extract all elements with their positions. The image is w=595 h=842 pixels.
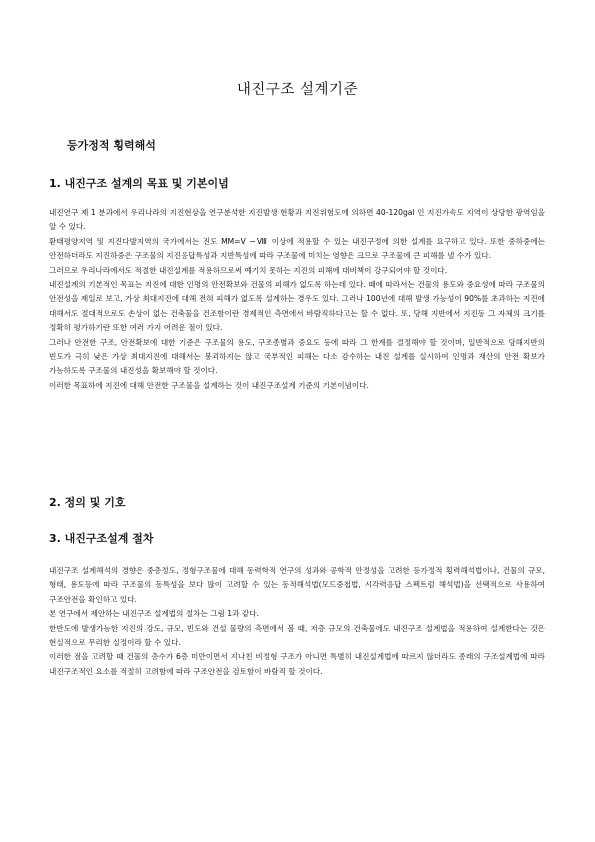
paragraph: 이러한 점을 고려할 때 건물의 층수가 6층 미만이면서 지나친 비정형 구조가 아니면 특별히 내진설계법에 따르지 않더라도 종래의 구조설계법에 따라 내진구조적인 요소를 적절히 고려함에 따라 구조안전을 검토함이 바람직 할 것이다. (49, 652, 545, 676)
paragraph: 내진연구 제 1 분과에서 우리나라의 지진현상을 연구분석한 지진발생 현황과 지진위험도에 의하면 40-120gal 인 지진가속도 지역이 상당한 광역임을 알 수 있다. (49, 208, 545, 232)
paragraph: 그러나 안전한 구조, 안전확보에 대한 기준은 구조물의 용도, 구조종별과 중요도 등에 따라 그 한계를 결정해야 할 것이며, 일반적으로 당해지반의 빈도가 극히 낮은 가상 최대지진에 대해서는 붕괴하지는 않고 국부적인 피해는 다소 감수하는 내진 설계를 실시하여 인명과 재산의 안전 확보가 가능하도록 구조물의 내진성을 확보해야 할 것이다. (49, 337, 545, 376)
paragraph: 본 연구에서 제안하는 내진구조 설계법의 절차는 그림 1과 같다. (49, 609, 259, 619)
section-2-heading: 2. 정의 및 기호 (49, 496, 126, 509)
section-3-body (49, 564, 545, 679)
paragraph: 한반도에 발생가능한 지진의 강도, 규모, 빈도와 건설 물량의 측면에서 볼 때, 저층 규모의 건축물에도 내진구조 설계법을 적용하여 설계한다는 것은 현실적으로 무리한 실정이라 할 수 있다. (49, 623, 545, 648)
paragraph: 내진구조 설계해석의 경향은 중층정도, 정형구조물에 대해 동력학적 연구의 성과와 공학적 안정성을 고려한 등가정적 횡력해석법이나, 건물의 규모, 형태, 용도등에 따라 구조물의 동특성을 보다 많이 고려할 수 있는 동적해석법(모드중첩법, 시각력응답 스펙트럼 해석법)을 선택적으로 사용하여 구조안전을 확인하고 있다. (49, 566, 545, 604)
paragraph: 내진설계의 기본적인 목표는 지진에 대한 인명의 안전확보와 건물의 피해가 없도록 하는데 있다. 때에 따라서는 건물의 용도와 중요성에 따라 구조물의 안전성을 제일로 보고, 가상 최대지진에 대해 전혀 피해가 없도록 설계하는 경우도 있다. 그러나 100년에 대해 발생 가능성이 90%를 초과하는 지진에 대해서도 절대적으로도 손상이 없는 건축물을 건조함이란 경제적인 측면에서 바람직하다고는 할 수 없다. 또, 당해 지반에서 지진동 그 자체의 크기를 정확히 평가하기란 또한 여러 가지 어려운 점이 있다. (49, 280, 545, 333)
paragraph: 환태평양지역 및 지진다발지역의 국가에서는 진도 MM=V ~Ⅷ 이상에 적용할 수 있는 내진구정에 의한 설계를 요구하고 있다. 또한 중하중에는 안전하더라도 지진하중은 구조물의 지진응답특성과 지반특성에 따라 구조물에 미치는 영향은 크므로 구조물에 큰 피해를 낼 수가 있다. (49, 236, 545, 261)
section-1-body (49, 206, 545, 393)
section-3-heading: 3. 내진구조설계 절차 (49, 532, 154, 545)
document-title: 내진구조 설계기준 (236, 82, 359, 98)
paragraph: 그러므로 우리나라에서도 적절한 내진설계를 적용하므로써 예기치 못하는 지진의 피해에 대비책이 강구되어야 할 것이다. (49, 265, 448, 275)
section-1-heading: 1. 내진구조 설계의 목표 및 기본이념 (49, 177, 229, 190)
paragraph: 이러한 목표하에 지진에 대해 안전한 구조물을 설계하는 것이 내진구조설계 기준의 기본이념이다. (49, 380, 369, 390)
document-subtitle: 등가정적 횡력해석 (67, 139, 156, 152)
